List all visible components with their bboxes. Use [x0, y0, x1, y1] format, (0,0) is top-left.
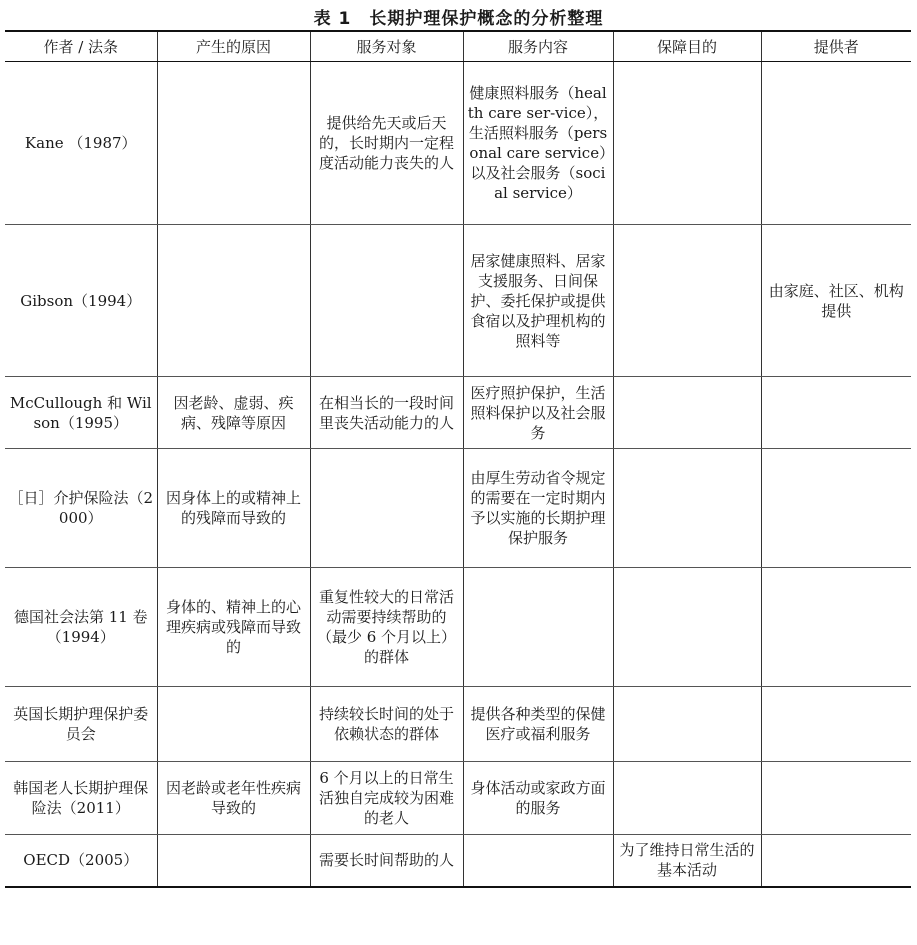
cell-content: 健康照料服务（health care ser-vice），生活照料服务（personal care service）以及社会服务（social service）	[463, 62, 613, 225]
cell-cause: 因老龄或老年性疾病导致的	[157, 762, 310, 835]
header-content: 服务内容	[463, 31, 613, 62]
cell-purpose: 为了维持日常生活的基本活动	[613, 835, 761, 887]
table-row	[5, 568, 911, 687]
cell-provider	[761, 687, 911, 762]
cell-cause: 因身体上的或精神上的残障而导致的	[157, 449, 310, 568]
cell-target: 提供给先天或后天的，长时期内一定程度活动能力丧失的人	[310, 62, 463, 225]
header-provider: 提供者	[761, 31, 911, 62]
table-row	[5, 225, 911, 377]
table-row	[5, 377, 911, 449]
cell-author: Kane （1987）	[5, 62, 157, 225]
cell-author: OECD（2005）	[5, 835, 157, 887]
header-author: 作者 / 法条	[5, 31, 157, 62]
table-row	[5, 687, 911, 762]
cell-target: 重复性较大的日常活动需要持续帮助的（最少 6 个月以上）的群体	[310, 568, 463, 687]
cell-provider	[761, 568, 911, 687]
cell-content: 由厚生劳动省令规定的需要在一定时期内予以实施的长期护理保护服务	[463, 449, 613, 568]
table-caption: 表 1 长期护理保护概念的分析整理	[313, 9, 604, 29]
cell-cause	[157, 835, 310, 887]
cell-provider	[761, 835, 911, 887]
cell-author: ［日］介护保险法（2000）	[5, 449, 157, 568]
cell-target: 在相当长的一段时间里丧失活动能力的人	[310, 377, 463, 449]
cell-purpose	[613, 449, 761, 568]
cell-author: 英国长期护理保护委员会	[5, 687, 157, 762]
cell-purpose	[613, 568, 761, 687]
cell-purpose	[613, 377, 761, 449]
header-target: 服务对象	[310, 31, 463, 62]
cell-target	[310, 225, 463, 377]
table-row	[5, 835, 911, 887]
cell-provider	[761, 62, 911, 225]
cell-cause: 身体的、精神上的心理疾病或残障而导致的	[157, 568, 310, 687]
table-row	[5, 62, 911, 225]
cell-target	[310, 449, 463, 568]
cell-purpose	[613, 687, 761, 762]
cell-cause	[157, 687, 310, 762]
concept-table	[5, 30, 911, 888]
cell-content: 身体活动或家政方面的服务	[463, 762, 613, 835]
cell-cause: 因老龄、虚弱、疾病、残障等原因	[157, 377, 310, 449]
cell-content: 提供各种类型的保健医疗或福利服务	[463, 687, 613, 762]
header-cause: 产生的原因	[157, 31, 310, 62]
cell-content: 医疗照护保护，生活照料保护以及社会服务	[463, 377, 613, 449]
cell-author: Gibson（1994）	[5, 225, 157, 377]
cell-author: McCullough 和 Wilson（1995）	[5, 377, 157, 449]
cell-author: 韩国老人长期护理保险法（2011）	[5, 762, 157, 835]
cell-provider	[761, 377, 911, 449]
cell-content	[463, 568, 613, 687]
cell-content: 居家健康照料、居家支援服务、日间保护、委托保护或提供食宿以及护理机构的照料等	[463, 225, 613, 377]
cell-target: 持续较长时间的处于依赖状态的群体	[310, 687, 463, 762]
cell-provider	[761, 762, 911, 835]
cell-cause	[157, 62, 310, 225]
cell-purpose	[613, 62, 761, 225]
cell-author: 德国社会法第 11 卷（1994）	[5, 568, 157, 687]
cell-provider	[761, 449, 911, 568]
cell-purpose	[613, 762, 761, 835]
cell-content	[463, 835, 613, 887]
cell-target: 6 个月以上的日常生活独自完成较为困难的老人	[310, 762, 463, 835]
table-row	[5, 762, 911, 835]
header-purpose: 保障目的	[613, 31, 761, 62]
cell-purpose	[613, 225, 761, 377]
table-header-row	[5, 31, 911, 62]
cell-provider: 由家庭、社区、机构提供	[761, 225, 911, 377]
cell-cause	[157, 225, 310, 377]
table-row	[5, 449, 911, 568]
cell-target: 需要长时间帮助的人	[310, 835, 463, 887]
